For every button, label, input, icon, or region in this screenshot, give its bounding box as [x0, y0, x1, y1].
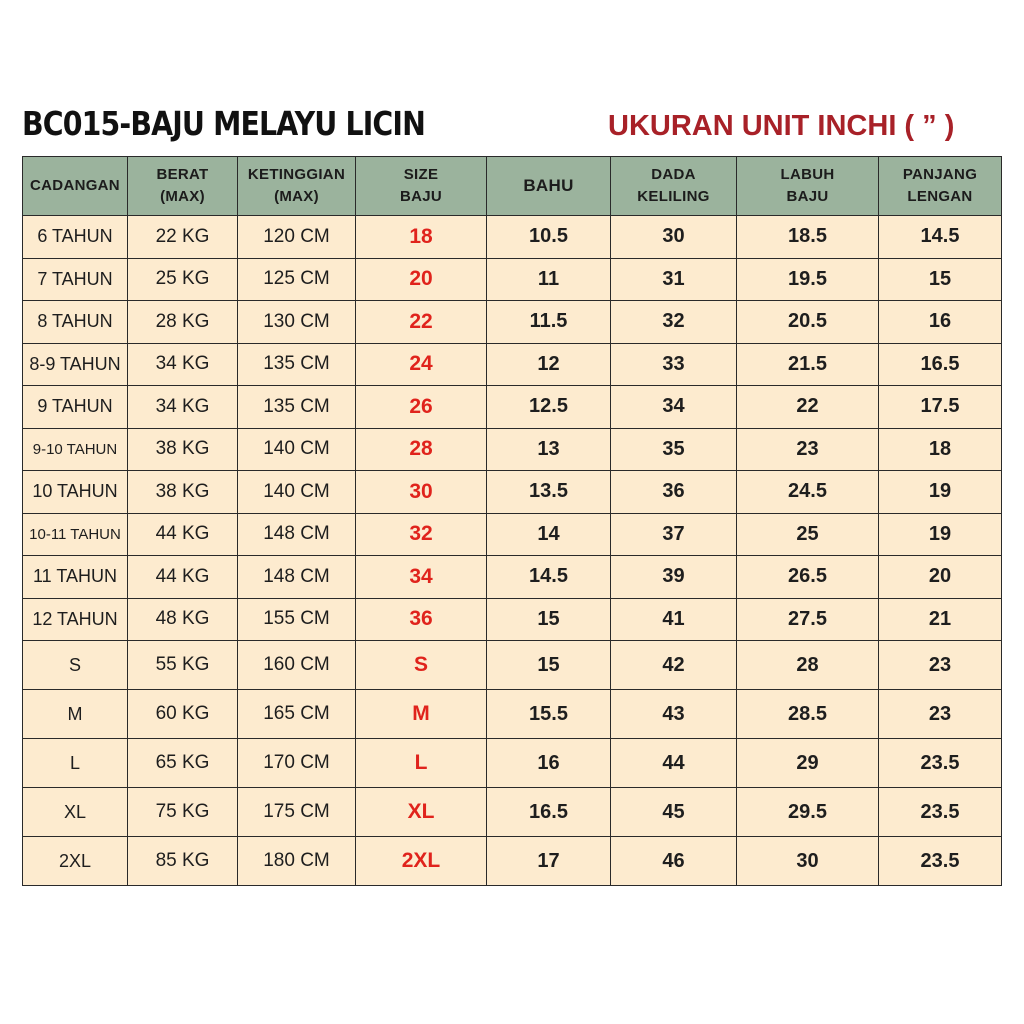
- cell-labuh-baju: 28.5: [737, 690, 879, 739]
- cell-labuh-baju: 30: [737, 837, 879, 886]
- cell-ketinggian: 120 CM: [238, 216, 356, 259]
- cell-ketinggian: 135 CM: [238, 386, 356, 429]
- cell-berat: 25 KG: [128, 258, 238, 301]
- cell-dada-keliling: 46: [611, 837, 737, 886]
- header-cadangan: [23, 157, 128, 216]
- cell-berat: 28 KG: [128, 301, 238, 344]
- cell-size-baju: L: [356, 739, 487, 788]
- header-line: BAJU: [786, 188, 829, 205]
- cell-cadangan: 11 TAHUN: [23, 556, 128, 599]
- cell-size-baju: XL: [356, 788, 487, 837]
- cell-labuh-baju: 25: [737, 513, 879, 556]
- cell-panjang-lengan: 21: [879, 598, 1002, 641]
- table-row: [23, 641, 1002, 690]
- cell-dada-keliling: 37: [611, 513, 737, 556]
- cell-berat: 22 KG: [128, 216, 238, 259]
- cell-panjang-lengan: 14.5: [879, 216, 1002, 259]
- cell-bahu: 11.5: [487, 301, 611, 344]
- cell-cadangan: 9 TAHUN: [23, 386, 128, 429]
- cell-size-baju: 22: [356, 301, 487, 344]
- cell-panjang-lengan: 18: [879, 428, 1002, 471]
- table-row: [23, 788, 1002, 837]
- cell-size-baju: M: [356, 690, 487, 739]
- unit-label: UKURAN UNIT INCHI ( ” ): [608, 110, 955, 142]
- cell-panjang-lengan: 15: [879, 258, 1002, 301]
- table-row: [23, 386, 1002, 429]
- table-row: [23, 837, 1002, 886]
- cell-panjang-lengan: 23.5: [879, 739, 1002, 788]
- cell-panjang-lengan: 19: [879, 513, 1002, 556]
- header-line: (MAX): [160, 188, 205, 205]
- cell-ketinggian: 135 CM: [238, 343, 356, 386]
- cell-dada-keliling: 44: [611, 739, 737, 788]
- cell-dada-keliling: 35: [611, 428, 737, 471]
- cell-cadangan: 6 TAHUN: [23, 216, 128, 259]
- header-line: KETINGGIAN: [247, 166, 346, 183]
- header-ketinggian: [238, 157, 356, 216]
- cell-ketinggian: 148 CM: [238, 556, 356, 599]
- cell-bahu: 17: [487, 837, 611, 886]
- cell-berat: 38 KG: [128, 428, 238, 471]
- cell-panjang-lengan: 23.5: [879, 788, 1002, 837]
- cell-ketinggian: 125 CM: [238, 258, 356, 301]
- cell-bahu: 13.5: [487, 471, 611, 514]
- cell-ketinggian: 155 CM: [238, 598, 356, 641]
- cell-dada-keliling: 34: [611, 386, 737, 429]
- cell-panjang-lengan: 23.5: [879, 837, 1002, 886]
- cell-panjang-lengan: 17.5: [879, 386, 1002, 429]
- cell-bahu: 14.5: [487, 556, 611, 599]
- cell-ketinggian: 175 CM: [238, 788, 356, 837]
- cell-cadangan: 2XL: [23, 837, 128, 886]
- cell-labuh-baju: 26.5: [737, 556, 879, 599]
- cell-cadangan: M: [23, 690, 128, 739]
- header-labuh-baju: [737, 157, 879, 216]
- cell-cadangan: 8-9 TAHUN: [23, 343, 128, 386]
- cell-panjang-lengan: 16.5: [879, 343, 1002, 386]
- table-row: [23, 513, 1002, 556]
- cell-berat: 60 KG: [128, 690, 238, 739]
- cell-ketinggian: 140 CM: [238, 428, 356, 471]
- table-row: [23, 471, 1002, 514]
- cell-dada-keliling: 39: [611, 556, 737, 599]
- header-line: CADANGAN: [30, 177, 120, 194]
- cell-dada-keliling: 41: [611, 598, 737, 641]
- cell-bahu: 16.5: [487, 788, 611, 837]
- cell-berat: 34 KG: [128, 386, 238, 429]
- header-line: LENGAN: [907, 188, 973, 205]
- cell-cadangan: 7 TAHUN: [23, 258, 128, 301]
- table-row: [23, 690, 1002, 739]
- table-row: [23, 739, 1002, 788]
- cell-berat: 34 KG: [128, 343, 238, 386]
- cell-dada-keliling: 42: [611, 641, 737, 690]
- header-berat: [128, 157, 238, 216]
- header-line: PANJANG: [902, 166, 978, 183]
- header-line: BAHU: [523, 176, 574, 195]
- table-row: [23, 428, 1002, 471]
- table-row: [23, 301, 1002, 344]
- cell-ketinggian: 130 CM: [238, 301, 356, 344]
- cell-labuh-baju: 27.5: [737, 598, 879, 641]
- cell-dada-keliling: 45: [611, 788, 737, 837]
- cell-size-baju: 36: [356, 598, 487, 641]
- cell-labuh-baju: 21.5: [737, 343, 879, 386]
- cell-size-baju: 20: [356, 258, 487, 301]
- cell-berat: 38 KG: [128, 471, 238, 514]
- cell-dada-keliling: 33: [611, 343, 737, 386]
- cell-bahu: 10.5: [487, 216, 611, 259]
- cell-size-baju: 30: [356, 471, 487, 514]
- table-row: [23, 216, 1002, 259]
- cell-ketinggian: 180 CM: [238, 837, 356, 886]
- table-body: [23, 216, 1002, 886]
- cell-labuh-baju: 23: [737, 428, 879, 471]
- cell-cadangan: 12 TAHUN: [23, 598, 128, 641]
- cell-berat: 85 KG: [128, 837, 238, 886]
- cell-bahu: 15: [487, 598, 611, 641]
- cell-bahu: 14: [487, 513, 611, 556]
- cell-cadangan: S: [23, 641, 128, 690]
- cell-size-baju: 26: [356, 386, 487, 429]
- cell-bahu: 16: [487, 739, 611, 788]
- cell-labuh-baju: 19.5: [737, 258, 879, 301]
- cell-bahu: 13: [487, 428, 611, 471]
- cell-labuh-baju: 29.5: [737, 788, 879, 837]
- cell-size-baju: 28: [356, 428, 487, 471]
- header-line: SIZE: [403, 166, 439, 183]
- cell-panjang-lengan: 16: [879, 301, 1002, 344]
- cell-cadangan: 9-10 TAHUN: [23, 428, 128, 471]
- cell-panjang-lengan: 23: [879, 641, 1002, 690]
- table-row: [23, 556, 1002, 599]
- cell-cadangan: XL: [23, 788, 128, 837]
- cell-cadangan: L: [23, 739, 128, 788]
- cell-ketinggian: 170 CM: [238, 739, 356, 788]
- cell-berat: 65 KG: [128, 739, 238, 788]
- cell-berat: 48 KG: [128, 598, 238, 641]
- cell-berat: 44 KG: [128, 513, 238, 556]
- cell-berat: 55 KG: [128, 641, 238, 690]
- cell-ketinggian: 140 CM: [238, 471, 356, 514]
- cell-labuh-baju: 24.5: [737, 471, 879, 514]
- cell-ketinggian: 160 CM: [238, 641, 356, 690]
- header-bahu: [487, 157, 611, 216]
- table-row: [23, 343, 1002, 386]
- header-size-baju: [356, 157, 487, 216]
- cell-cadangan: 10-11 TAHUN: [23, 513, 128, 556]
- cell-bahu: 12: [487, 343, 611, 386]
- cell-dada-keliling: 43: [611, 690, 737, 739]
- header-line: KELILING: [637, 188, 710, 205]
- cell-bahu: 15.5: [487, 690, 611, 739]
- cell-bahu: 12.5: [487, 386, 611, 429]
- cell-dada-keliling: 31: [611, 258, 737, 301]
- cell-labuh-baju: 22: [737, 386, 879, 429]
- cell-panjang-lengan: 19: [879, 471, 1002, 514]
- header-line: BERAT: [156, 166, 209, 183]
- cell-labuh-baju: 29: [737, 739, 879, 788]
- cell-labuh-baju: 28: [737, 641, 879, 690]
- cell-dada-keliling: 30: [611, 216, 737, 259]
- size-chart-table: [22, 156, 1002, 886]
- cell-berat: 44 KG: [128, 556, 238, 599]
- cell-bahu: 15: [487, 641, 611, 690]
- cell-bahu: 11: [487, 258, 611, 301]
- table-row: [23, 598, 1002, 641]
- cell-dada-keliling: 36: [611, 471, 737, 514]
- cell-berat: 75 KG: [128, 788, 238, 837]
- cell-cadangan: 10 TAHUN: [23, 471, 128, 514]
- cell-labuh-baju: 18.5: [737, 216, 879, 259]
- header-line: (MAX): [274, 188, 319, 205]
- header-line: LABUH: [780, 166, 835, 183]
- cell-size-baju: 34: [356, 556, 487, 599]
- cell-ketinggian: 165 CM: [238, 690, 356, 739]
- chart-title: BC015-BAJU MELAYU LICIN: [22, 104, 426, 143]
- header-line: BAJU: [399, 188, 443, 205]
- header-panjang-lengan: [879, 157, 1002, 216]
- cell-size-baju: 24: [356, 343, 487, 386]
- cell-panjang-lengan: 23: [879, 690, 1002, 739]
- cell-labuh-baju: 20.5: [737, 301, 879, 344]
- cell-size-baju: 2XL: [356, 837, 487, 886]
- header-row: [23, 157, 1002, 216]
- cell-size-baju: S: [356, 641, 487, 690]
- table-row: [23, 258, 1002, 301]
- header-line: DADA: [651, 166, 696, 183]
- cell-dada-keliling: 32: [611, 301, 737, 344]
- cell-size-baju: 32: [356, 513, 487, 556]
- cell-panjang-lengan: 20: [879, 556, 1002, 599]
- header-dada-keliling: [611, 157, 737, 216]
- cell-size-baju: 18: [356, 216, 487, 259]
- cell-ketinggian: 148 CM: [238, 513, 356, 556]
- cell-cadangan: 8 TAHUN: [23, 301, 128, 344]
